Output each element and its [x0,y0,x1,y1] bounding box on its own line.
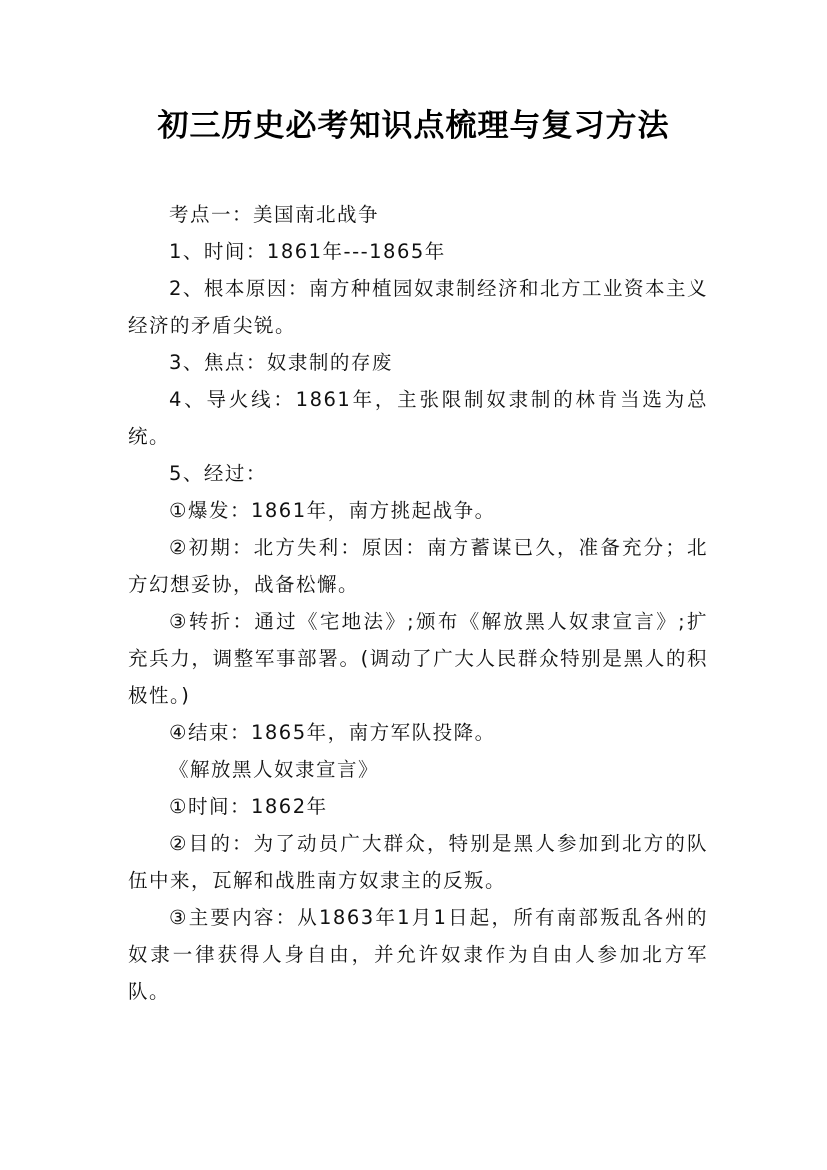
paragraph-time: 1、时间：1861年---1865年 [169,240,446,263]
paragraph-turning-point: ③转折：通过《宅地法》;颁布《解放黑人奴隶宣言》;扩充兵力，调整军事部署。(调动了广大人民群众特别是黑人的积极性。) [128,610,708,707]
paragraph-proclamation-heading: 《解放黑人奴隶宣言》 [169,758,380,781]
paragraph-proclamation-content: ③主要内容：从1863年1月1日起，所有南部叛乱各州的奴隶一律获得人身自由，并允许奴隶作为自由人参加北方军队。 [128,906,708,1003]
paragraph-process-heading: 5、经过： [169,462,267,485]
document-body [128,196,708,1010]
document-title: 初三历史必考知识点梳理与复习方法 [157,108,670,144]
paragraph-trigger: 4、导火线：1861年，主张限制奴隶制的林肯当选为总统。 [128,388,708,448]
paragraph-focus: 3、焦点：奴隶制的存废 [169,351,393,374]
paragraph-topic-heading: 考点一：美国南北战争 [169,203,380,226]
paragraph-early-stage: ②初期：北方失利：原因：南方蓄谋已久，准备充分；北方幻想妥协，战备松懈。 [128,536,708,596]
paragraph-outbreak: ①爆发：1861年，南方挑起战争。 [169,499,496,522]
paragraph-root-cause: 2、根本原因：南方种植园奴隶制经济和北方工业资本主义经济的矛盾尖锐。 [128,277,708,337]
paragraph-end: ④结束：1865年，南方军队投降。 [169,721,496,744]
paragraph-proclamation-time: ①时间：1862年 [169,795,328,818]
paragraph-proclamation-purpose: ②目的：为了动员广大群众，特别是黑人参加到北方的队伍中来，瓦解和战胜南方奴隶主的反叛。 [128,832,708,892]
